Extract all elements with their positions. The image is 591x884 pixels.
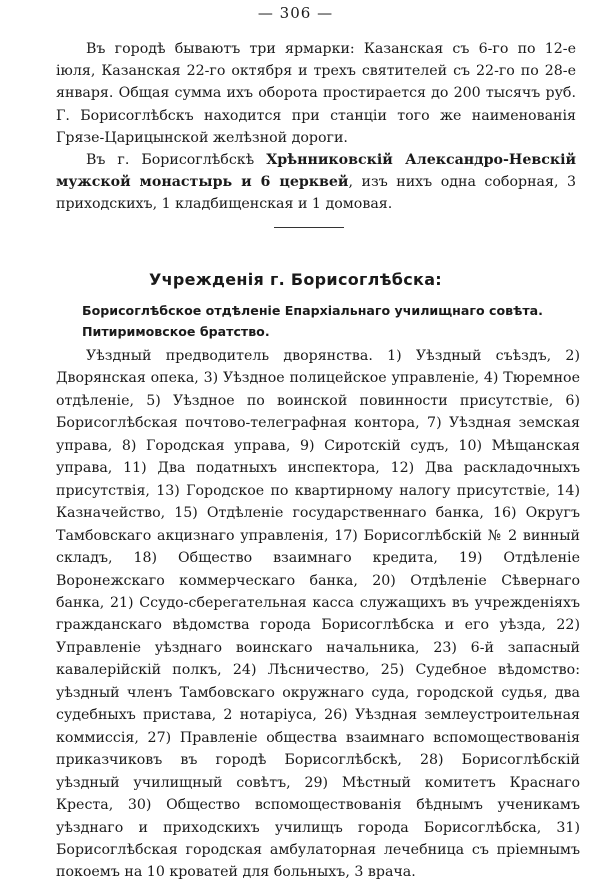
monastery-bold: Хрѣнниковскій Александро-Невскій мужской монастырь и 6 церквей bbox=[56, 152, 576, 191]
institutions-heading: Учрежденія г. Борисоглѣбска: bbox=[148, 270, 442, 289]
institutions-list-section bbox=[56, 345, 580, 884]
institutions-list: Уѣздный предводитель дворянства. 1) Уѣздный съѣздъ, 2) Дворянская опека, 3) Уѣздное полицейское управленіе, 4) Тюремное отдѣленіе, 5) Уѣздное по воинской повинности присутствіе, 6) Борисоглѣбская почтово-телеграфная контора, 7) Уѣздная земская управа, 8) Городская управа, 9) Сиротскій судъ, 10) Мѣщанская управа, 11) Два податныхъ инспектора, 12) Два раскладочныхъ присутствія, 13) Городское по квартирному налогу присутствіе, 14) Казначейство, 15) Отдѣленіе государственнаго банка, 16) Округъ Тамбовскаго акцизнаго управленія, 17) Борисоглѣбскій № 2 винный складъ, 18) Общество взаимнаго кредита, 19) Отдѣленіе Воронежскаго коммерческаго банка, 20) Отдѣленіе Сѣвернаго банка, 21) Ссудо-сберегательная касса служащихъ въ учрежденіяхъ гражданскаго вѣдомства города Борисоглѣбска и его уѣзда, 22) Управленіе уѣзднаго воинскаго начальника, 23) 6-й запасный кавалерійскій полкъ, 24) Лѣсничество, 25) Судебное вѣдомство: уѣздный членъ Тамбовскаго окружнаго суда, городской судья, два судебныхъ пристава, 2 нотаріуса, 26) Уѣздная землеустроительная коммиссія, 27) Правленіе общества взаимнаго вспомоществованія приказчиковъ въ городѣ Борисоглѣбскѣ, 28) Борисоглѣбскій уѣздный училищный совѣтъ, 29) Мѣстный комитетъ Краснаго Креста, 30) Общество вспомоществованія бѣднымъ ученикамъ уѣзднаго и приходскихъ училищъ города Борисоглѣбска, 31) Борисоглѣбская городская амбулаторная лечебница съ пріемнымъ покоемъ на 10 кроватей для больныхъ, 3 врача. bbox=[56, 348, 580, 881]
institutions-subheading: Борисоглѣбское отдѣленіе Епархіальнаго училищнаго совѣта. Питиримовское братство. bbox=[82, 303, 543, 339]
monastery-paragraph bbox=[56, 149, 576, 216]
intro-section bbox=[56, 38, 576, 216]
monastery-prefix: Въ г. Борисоглѣбскѣ bbox=[86, 152, 267, 169]
monastery-suffix: , изъ нихъ одна соборная, 3 приходскихъ, 1 кладбищенская и 1 домовая. bbox=[56, 174, 577, 213]
fairs-paragraph: Въ городѣ бываютъ три ярмарки: Казанская съ 6-го по 12-e іюля, Казанская 22-го октября и трехъ святителей съ 22-го по 28-е января. Общая сумма ихъ оборота простирается до 200 тысячъ руб. Г. Борисоглѣбскъ находится при станціи того же наименованія Грязе-Царицынской желѣзной дороги. bbox=[56, 41, 576, 146]
page-number: — 306 — bbox=[257, 4, 334, 22]
section-divider bbox=[274, 227, 344, 228]
